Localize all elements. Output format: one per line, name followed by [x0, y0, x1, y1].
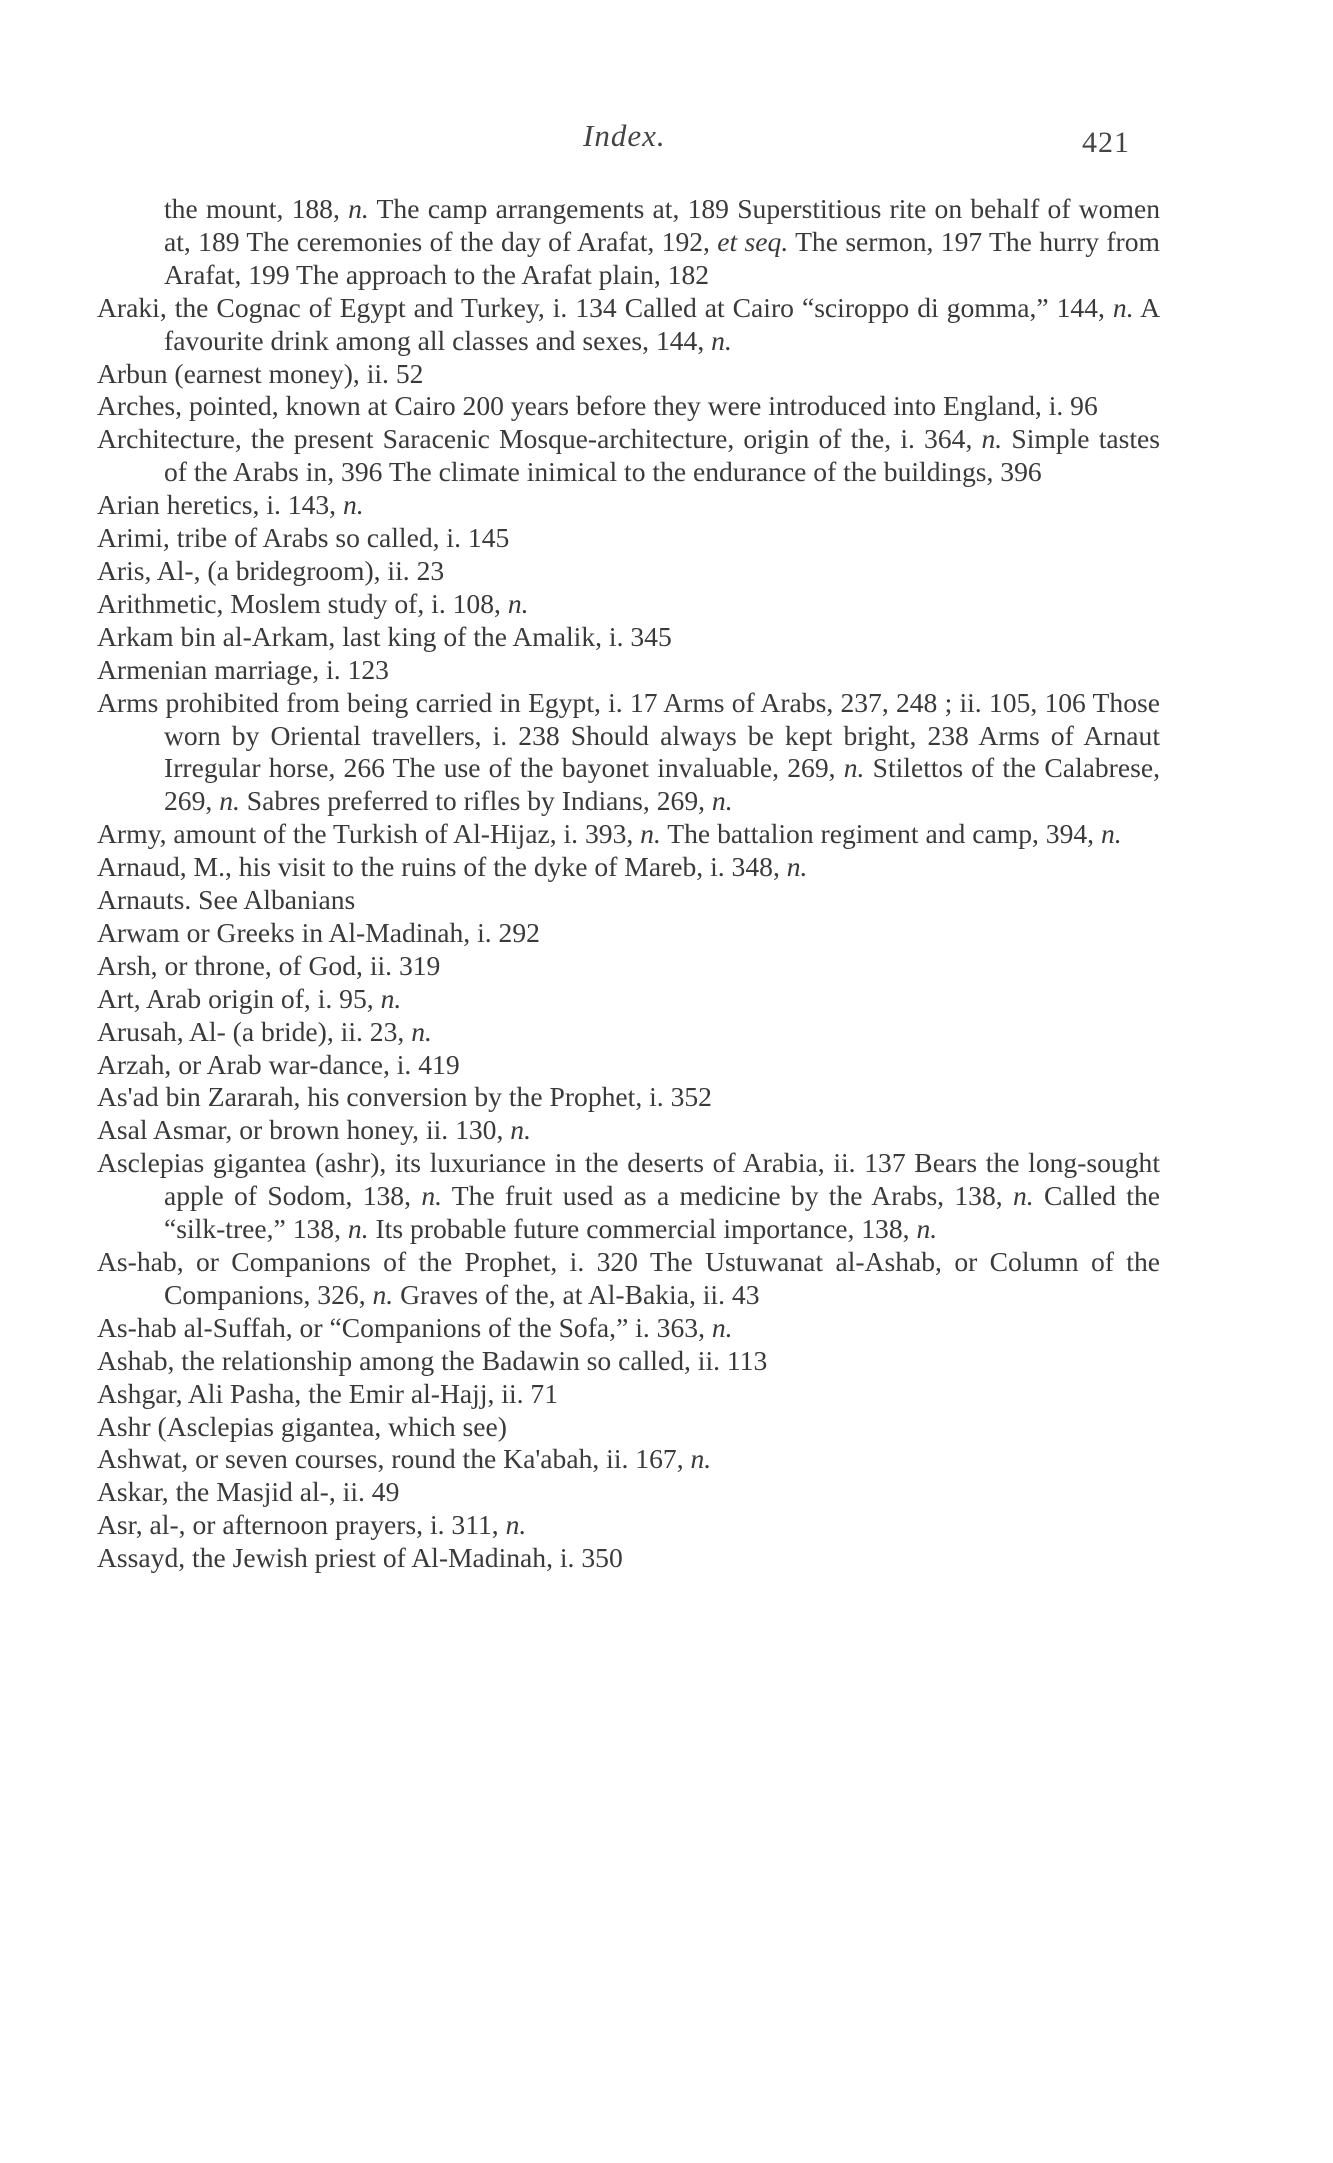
note-marker: n. [380, 982, 402, 1014]
page-number: 421 [1082, 126, 1130, 159]
entry-text: Arnaud, M., his visit to the ruins of the dyke of Mareb, i. 348, [97, 851, 787, 883]
index-entry [97, 687, 1160, 819]
note-marker: n. [507, 587, 529, 619]
entry-text: Ashr (Asclepias gigantea, which see) [97, 1410, 507, 1442]
note-marker: n. [1100, 818, 1122, 850]
entry-text: Graves of the, at Al-Bakia, ii. 43 [393, 1278, 760, 1310]
entry-text: Art, Arab origin of, i. 95, [97, 982, 381, 1014]
entry-text: Arwam or Greeks in Al-Madinah, i. 292 [97, 916, 540, 948]
entry-text: Arian heretics, i. 143, [97, 489, 343, 521]
entry-text: Ashwat, or seven courses, round the Ka'abah, ii. 167, [97, 1443, 691, 1475]
note-marker: n. [711, 785, 733, 817]
index-entry [97, 851, 1160, 884]
entry-text: Simple tastes of the Arabs in, 396 The climate inimical to the endurance of the buildings, 396 [164, 423, 1160, 488]
index-entry [97, 292, 1160, 358]
entry-text: Stilettos of the Calabrese, 269, [164, 752, 1161, 817]
entry-text: Assayd, the Jewish priest of Al-Madinah, i. 350 [97, 1542, 623, 1574]
note-marker: n. [510, 1114, 531, 1146]
entry-text: Arzah, or Arab war-dance, i. 419 [97, 1048, 460, 1080]
note-marker: n. [711, 324, 732, 356]
entry-text: Arusah, Al- (a bride), ii. 23, [97, 1015, 412, 1047]
entry-text: Ashgar, Ali Pasha, the Emir al-Hajj, ii. 71 [97, 1377, 559, 1409]
index-entry [97, 884, 1160, 917]
index-entry [97, 950, 1160, 983]
entry-text: Called the “silk-tree,” 138, [164, 1180, 1160, 1245]
entry-text: Army, amount of the Turkish of Al-Hijaz, i. 393, [97, 818, 641, 850]
note-marker: n. [505, 1509, 527, 1541]
note-marker: n. [348, 193, 369, 224]
index-entry [97, 983, 1160, 1016]
entry-text: As'ad bin Zararah, his conversion by the Prophet, i. 352 [97, 1081, 712, 1113]
note-marker: n. [711, 1311, 733, 1343]
note-marker: n. [690, 1443, 712, 1475]
note-marker: n. [372, 1278, 394, 1310]
entry-text: Arkam bin al-Arkam, last king of the Amalik, i. 345 [97, 620, 672, 652]
index-entry [97, 1147, 1160, 1246]
index-list [97, 193, 1160, 1575]
entry-text: Armenian marriage, i. 123 [97, 653, 389, 685]
note-marker: n. [916, 1213, 938, 1245]
index-entry [97, 1378, 1160, 1411]
entry-text: Arimi, tribe of Arabs so called, i. 145 [97, 522, 510, 554]
index-entry [97, 588, 1160, 621]
index-entry [97, 1312, 1160, 1345]
note-marker: n. [843, 752, 865, 784]
index-entry [97, 1509, 1160, 1542]
entry-text: A favourite drink among all classes and sexes, 144, [164, 291, 1160, 356]
note-marker: n. [421, 1180, 443, 1212]
note-marker: n. [981, 423, 1003, 455]
index-entry [97, 1411, 1160, 1444]
index-entry [97, 1345, 1160, 1378]
entry-text: Arithmetic, Moslem study of, i. 108, [97, 587, 508, 619]
entry-text: Ashab, the relationship among the Badawin so called, ii. 113 [97, 1344, 768, 1376]
note-marker: n. [1112, 291, 1134, 323]
entry-text: Its probable future commercial importance, 138, [368, 1213, 917, 1245]
index-entry [97, 1443, 1160, 1476]
index-entry-continued [97, 193, 1160, 292]
entry-text: Arches, pointed, known at Cairo 200 years before they were introduced into England, i. 96 [97, 390, 1098, 422]
index-entry [97, 1246, 1160, 1312]
note-marker: n. [640, 818, 661, 850]
index-entry [97, 1016, 1160, 1049]
index-entry [97, 654, 1160, 687]
note-marker: n. [342, 489, 364, 521]
index-entry [97, 522, 1160, 555]
entry-text: Asal Asmar, or brown honey, ii. 130, [97, 1114, 511, 1146]
entry-text: As-hab al-Suffah, or “Companions of the Sofa,” i. 363, [97, 1311, 712, 1343]
index-entry [97, 423, 1160, 489]
index-entry [97, 1049, 1160, 1082]
entry-text: Architecture, the present Saracenic Mosque-architecture, origin of the, i. 364, [97, 423, 982, 455]
entry-text: Askar, the Masjid al-, ii. 49 [97, 1476, 400, 1508]
index-entry [97, 1542, 1160, 1575]
entry-text: the mount, 188, [164, 193, 349, 224]
entry-text: Araki, the Cognac of Egypt and Turkey, i. 134 Called at Cairo “sciroppo di gomma,” 144, [97, 291, 1113, 323]
entry-text: Asr, al-, or afternoon prayers, i. 311, [97, 1509, 506, 1541]
index-entry [97, 1114, 1160, 1147]
index-entry [97, 1476, 1160, 1509]
note-marker: n. [1012, 1180, 1034, 1212]
note-marker: n. [347, 1213, 369, 1245]
entry-text: The camp arrangements at, 189 Superstitious rite on behalf of women at, 189 The ceremonies of the day of Arafat, 192, [164, 193, 1160, 257]
entry-text: As-hab, or Companions of the Prophet, i. 320 The Ustuwanat al-Ashab, or Column of the Companions, 326, [97, 1246, 1160, 1310]
entry-text: Arnauts. See Albanians [97, 884, 356, 916]
index-entry [97, 917, 1160, 950]
index-entry [97, 1081, 1160, 1114]
index-entry [97, 390, 1160, 423]
note-marker: n. [219, 785, 240, 817]
entry-text: Asclepias gigantea (ashr), its luxuriance in the deserts of Arabia, ii. 137 Bears the long-sought apple of Sodom, 138, [97, 1147, 1160, 1212]
index-entry [97, 489, 1160, 522]
note-marker: n. [411, 1015, 432, 1047]
note-marker: n. [786, 851, 808, 883]
index-entry [97, 621, 1160, 654]
index-entry [97, 555, 1160, 588]
entry-text: Arbun (earnest money), ii. 52 [97, 357, 424, 389]
index-entry [97, 358, 1160, 391]
entry-text: The sermon, 197 The hurry from Arafat, 199 The approach to the Arafat plain, 182 [164, 225, 1160, 290]
entry-text: Sabres preferred to rifles by Indians, 269, [239, 785, 712, 817]
entry-text: The fruit used as a medicine by the Arabs, 138, [442, 1180, 1013, 1212]
entry-text: Arsh, or throne, of God, ii. 319 [97, 949, 441, 981]
running-head [0, 118, 1333, 158]
index-entry [97, 818, 1160, 851]
entry-text: Arms prohibited from being carried in Egypt, i. 17 Arms of Arabs, 237, 248 ; ii. 105, 106 Those worn by Oriental travellers, i. 238 Should always be kept bright, 238 Arms of Arnaut Irregular horse, 266 The use of the bayonet invaluable, 269, [97, 686, 1160, 784]
running-title: Index. [583, 118, 666, 153]
entry-text: The battalion regiment and camp, 394, [660, 818, 1101, 850]
entry-text: Aris, Al-, (a bridegroom), ii. 23 [97, 554, 445, 586]
note-marker: et seq. [717, 225, 789, 257]
